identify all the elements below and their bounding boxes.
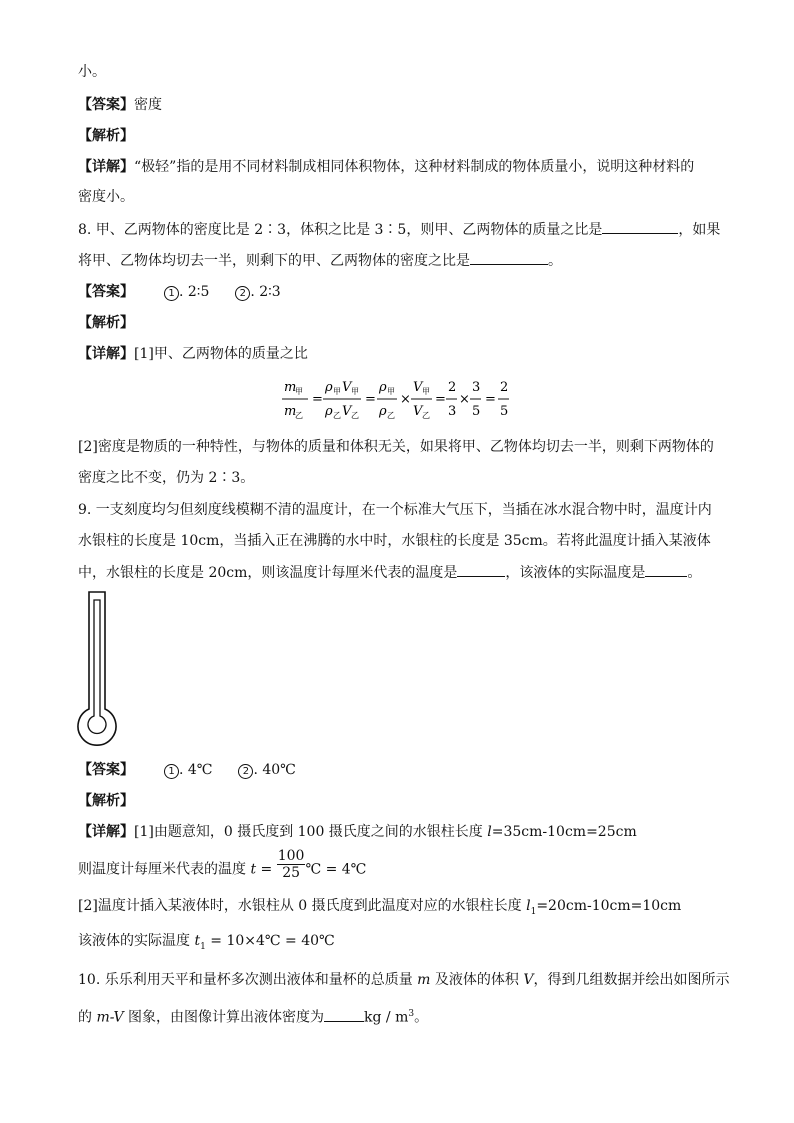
question-text: ，如果 <box>678 222 721 238</box>
svg-text:=: = <box>365 392 376 407</box>
analysis-tag: 【解析】 <box>78 315 134 331</box>
detail-line: 密度之比不变，仍为 2∶3。 <box>78 470 255 486</box>
analysis-tag: 【解析】 <box>78 128 134 144</box>
question-10-line-1 <box>78 970 729 990</box>
detail-tag: 【详解】 <box>78 159 134 175</box>
detail-line: [2]密度是物质的一种特性，与物体的质量和体积无关，如果将甲、乙物体均切去一半，则剩下两物体的 <box>78 439 714 455</box>
question-text: 中，水银柱的长度是 20cm，则该温度计每厘米代表的温度是 <box>78 565 458 581</box>
svg-text:5: 5 <box>500 404 509 419</box>
detail-line: 则温度计每厘米代表的温度 t = $\frac{100}{25}$ ℃ = 4℃ <box>78 848 367 881</box>
detail-line <box>78 157 694 177</box>
unit: kg / m <box>364 1009 409 1026</box>
detail-line: [2]温度计插入某液体时，水银柱从 0 摄氏度到此温度对应的水银柱长度 $l_1=20cm-10cm=10cm$ <box>78 898 682 917</box>
answer-blank[interactable] <box>645 562 687 577</box>
svg-text:×: × <box>400 392 411 407</box>
answer-blank[interactable] <box>602 219 678 234</box>
question-9-line-1: 9. 一支刻度均匀但刻度线模糊不清的温度计，在一个标准大气压下，当插在冰水混合物中时，温度计内 <box>78 502 712 518</box>
svg-text:2: 2 <box>500 380 509 395</box>
question-9-line-3 <box>78 562 701 583</box>
detail-text: [1]甲、乙两物体的质量之比 <box>134 346 308 362</box>
detail-text: =35cm-10cm=25cm <box>491 824 637 840</box>
question-text: 的 <box>78 1009 97 1026</box>
question-text: 图象，由图像计算出液体密度为 <box>123 1009 325 1026</box>
detail-line: 密度小。 <box>78 189 134 205</box>
svg-text:甲: 甲 <box>387 387 395 396</box>
circled-number: 2 <box>238 764 253 779</box>
question-10-line-2: 的 m-V 图象，由图像计算出液体密度为 kg / $m^3$。 <box>78 1004 428 1028</box>
svg-text:5: 5 <box>472 404 481 419</box>
svg-text:甲: 甲 <box>333 387 341 396</box>
detail-text: [2]温度计插入某液体时，水银柱从 0 摄氏度到此温度对应的水银柱长度 <box>78 898 527 914</box>
variable: l <box>526 898 531 914</box>
circled-number: 1 <box>164 286 179 301</box>
answer-text: . 4℃ <box>179 762 213 778</box>
svg-text:ρ: ρ <box>379 404 387 419</box>
answer-text: . 2∶5 <box>179 284 210 300</box>
svg-text:=: = <box>485 392 496 407</box>
svg-text:V: V <box>413 404 423 419</box>
svg-text:×: × <box>459 392 470 407</box>
svg-text:V: V <box>342 380 352 395</box>
circled-number: 2 <box>235 286 250 301</box>
answer-blank[interactable] <box>457 562 505 577</box>
svg-text:=: = <box>312 392 323 407</box>
thermometer-figure <box>76 590 118 752</box>
mass-ratio-formula <box>280 374 520 424</box>
variable: m-V <box>96 1009 124 1026</box>
svg-text:甲: 甲 <box>351 387 359 396</box>
thermometer-outline <box>78 592 116 745</box>
detail-text: [1]由题意知，0 摄氏度到 100 摄氏度之间的水银柱长度 <box>134 824 488 840</box>
answer-blank[interactable] <box>324 1007 364 1022</box>
svg-text:乙: 乙 <box>422 411 430 420</box>
question-8-line-1 <box>78 219 720 240</box>
variable: l <box>487 824 492 840</box>
detail-text: ℃ = 4℃ <box>305 861 367 878</box>
question-9-line-2: 水银柱的长度是 10cm，当插入正在沸腾的水中时，水银柱的长度是 35cm。若将此温度计插入某液体 <box>78 533 711 549</box>
svg-text:乙: 乙 <box>333 411 341 420</box>
answer-tag: 【答案】 <box>78 762 134 778</box>
variable: t <box>250 861 257 878</box>
svg-text:乙: 乙 <box>295 411 303 420</box>
text-line: 小。 <box>78 64 106 80</box>
question-text: ，该液体的实际温度是 <box>505 565 646 581</box>
variable: m <box>417 972 431 988</box>
question-text: ，得到几组数据并绘出如图所示 <box>533 972 730 988</box>
svg-text:=: = <box>435 392 446 407</box>
svg-text:V: V <box>413 380 423 395</box>
circled-number: 1 <box>164 764 179 779</box>
detail-tag: 【详解】 <box>78 346 134 362</box>
detail-text: 则温度计每厘米代表的温度 <box>78 861 251 878</box>
answer-text: . 2∶3 <box>250 284 281 300</box>
variable: t <box>194 933 201 949</box>
detail-line: 该液体的实际温度 $t_1$ = 10×4℃ = 40℃ <box>78 933 335 952</box>
answer-tag: 【答案】 <box>78 284 134 300</box>
question-text: 8. 甲、乙两物体的密度比是 2∶3，体积之比是 3∶5，则甲、乙两物体的质量之比是 <box>78 222 603 238</box>
detail-line <box>78 822 637 842</box>
answer-text: . 40℃ <box>253 762 296 778</box>
question-text: 10. 乐乐利用天平和量杯多次测出液体和量杯的总质量 <box>78 972 418 988</box>
detail-tag: 【详解】 <box>78 824 134 840</box>
svg-text:2: 2 <box>448 380 457 395</box>
answer-blank[interactable] <box>470 250 548 265</box>
variable: V <box>523 972 534 988</box>
question-text: 及液体的体积 <box>430 972 524 988</box>
detail-text: 该液体的实际温度 <box>78 933 195 949</box>
svg-text:ρ: ρ <box>379 380 387 395</box>
detail-text: =20cm-10cm=10cm <box>536 898 682 914</box>
answer-tag: 【答案】 <box>78 97 134 113</box>
svg-text:m: m <box>284 404 297 419</box>
svg-text:m: m <box>284 380 297 395</box>
answer-line <box>78 95 162 115</box>
detail-text: = 10×4℃ = 40℃ <box>205 933 335 949</box>
question-text: 。 <box>414 1009 429 1026</box>
detail-line <box>78 344 308 364</box>
thermometer-tube <box>88 600 106 733</box>
svg-text:甲: 甲 <box>422 387 430 396</box>
analysis-tag: 【解析】 <box>78 793 134 809</box>
fraction: $\frac{100}{25}$ <box>277 848 305 881</box>
answer-line <box>78 282 281 302</box>
svg-text:甲: 甲 <box>295 387 303 396</box>
question-text: 。 <box>548 253 562 269</box>
svg-text:ρ: ρ <box>325 380 333 395</box>
answer-line <box>78 760 296 780</box>
detail-text: “极轻”指的是用不同材料制成相同体积物体，这种材料制成的物体质量小，说明这种材料的 <box>134 159 695 175</box>
question-8-line-2 <box>78 250 562 271</box>
svg-text:乙: 乙 <box>387 411 395 420</box>
svg-text:ρ: ρ <box>325 404 333 419</box>
question-text: 。 <box>687 565 702 581</box>
svg-text:3: 3 <box>472 380 481 395</box>
svg-text:乙: 乙 <box>351 411 359 420</box>
answer-text: 密度 <box>134 97 162 113</box>
svg-text:3: 3 <box>448 404 457 419</box>
svg-text:V: V <box>342 404 352 419</box>
question-text: 将甲、乙物体均切去一半，则剩下的甲、乙两物体的密度之比是 <box>78 253 470 269</box>
